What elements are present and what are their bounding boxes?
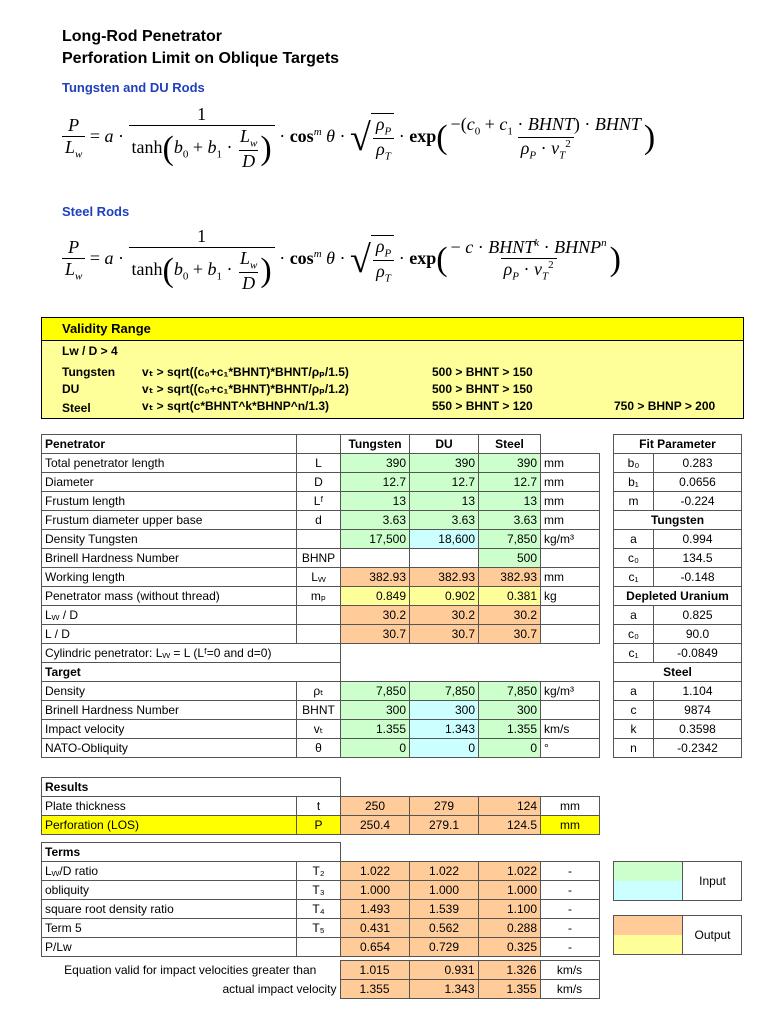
spacer <box>341 644 600 663</box>
row-label: Term 5 <box>42 919 297 938</box>
value-steel: 1.326 <box>478 961 540 980</box>
validity-range-steel: 550 > BHNT > 120 <box>432 399 533 413</box>
row-label: obliquity <box>42 881 297 900</box>
penetrator-header: Penetrator <box>42 435 297 454</box>
row-symbol <box>297 625 341 644</box>
row-unit: - <box>541 900 600 919</box>
row-label: square root density ratio <box>42 900 297 919</box>
terms-header-row <box>42 843 600 862</box>
row-label: Brinell Hardness Number <box>42 701 297 720</box>
value-du: 1.539 <box>410 900 479 919</box>
velocity-label: actual impact velocity <box>222 982 337 996</box>
fit-row <box>614 606 742 625</box>
fit-row <box>614 720 742 739</box>
fit-parameter-header: Fit Parameter <box>614 435 742 454</box>
value-steel: 382.93 <box>479 568 541 587</box>
validity-range-tungsten: 500 > BHNT > 150 <box>432 365 533 379</box>
row-unit: mm <box>541 816 600 835</box>
velocity-check-table <box>41 960 600 999</box>
table-row <box>42 454 600 473</box>
row-label: Density <box>42 682 297 701</box>
row-symbol: d <box>297 511 341 530</box>
fit-row <box>614 644 742 663</box>
row-label: P/Lw <box>42 938 297 957</box>
penetrator-table <box>41 434 600 758</box>
table-row <box>42 720 600 739</box>
value-tungsten: 0.849 <box>341 587 410 606</box>
table-row <box>42 492 600 511</box>
table-row <box>42 625 600 644</box>
row-unit: mm <box>541 568 600 587</box>
row-symbol <box>297 530 341 549</box>
row-symbol: θ <box>297 739 341 758</box>
fit-header-row <box>614 511 742 530</box>
row-label: Lᵥᵥ / D <box>42 606 297 625</box>
row-symbol: T₃ <box>297 881 341 900</box>
value-du[interactable]: 390 <box>410 454 479 473</box>
fit-param-value: -0.224 <box>654 492 742 511</box>
row-label: Perforation (LOS) <box>42 816 297 835</box>
value-du[interactable]: 7,850 <box>410 682 479 701</box>
value-steel[interactable]: 7,850 <box>479 682 541 701</box>
value-tungsten[interactable]: 17,500 <box>341 530 410 549</box>
validity-formula-du: vₜ > sqrt((c₀+c₁*BHNT)*BHNT/ρₚ/1.2) <box>142 382 349 396</box>
row-symbol: L <box>297 454 341 473</box>
value-steel: 30.7 <box>479 625 541 644</box>
value-tungsten[interactable]: 7,850 <box>341 682 410 701</box>
row-unit: km/s <box>540 961 599 980</box>
fit-row <box>614 568 742 587</box>
value-steel[interactable]: 7,850 <box>479 530 541 549</box>
fit-param-value: 9874 <box>654 701 742 720</box>
row-label: Lᵥᵥ/D ratio <box>42 862 297 881</box>
fit-param-name: c <box>614 701 654 720</box>
value-du[interactable]: 18,600 <box>410 530 479 549</box>
fit-tungsten-header: Tungsten <box>614 511 742 530</box>
fit-param-name: k <box>614 720 654 739</box>
value-steel: 0.288 <box>479 919 541 938</box>
value-du: 279.1 <box>410 816 479 835</box>
row-symbol: T₅ <box>297 919 341 938</box>
row-label: Total penetrator length <box>42 454 297 473</box>
value-du: 1.343 <box>409 980 478 999</box>
fit-param-name: m <box>614 492 654 511</box>
col-tungsten: Tungsten <box>341 435 410 454</box>
table-row <box>42 938 600 957</box>
row-unit: - <box>541 881 600 900</box>
value-tungsten[interactable]: 13 <box>341 492 410 511</box>
fit-param-value: 90.0 <box>654 625 742 644</box>
row-symbol: BHNT <box>297 701 341 720</box>
value-steel[interactable]: 500 <box>479 549 541 568</box>
row-label: Diameter <box>42 473 297 492</box>
table-row <box>42 701 600 720</box>
value-du[interactable]: 1.343 <box>410 720 479 739</box>
row-unit: km/s <box>540 980 599 999</box>
row-unit: mm <box>541 492 600 511</box>
value-steel[interactable]: 300 <box>479 701 541 720</box>
validity-mat-steel: Steel <box>62 401 91 415</box>
fit-row <box>614 625 742 644</box>
fit-param-name: c₁ <box>614 644 654 663</box>
fit-row <box>614 492 742 511</box>
row-symbol <box>297 938 341 957</box>
row-symbol: ρₜ <box>297 682 341 701</box>
row-label: NATO-Obliquity <box>42 739 297 758</box>
fit-param-name: a <box>614 606 654 625</box>
value-steel[interactable]: 1.355 <box>479 720 541 739</box>
fit-param-name: c₁ <box>614 568 654 587</box>
value-steel: 0.381 <box>479 587 541 606</box>
validity-condition: Lw / D > 4 <box>62 344 118 358</box>
value-steel[interactable]: 3.63 <box>479 511 541 530</box>
table-row <box>41 961 599 980</box>
validity-range-du: 500 > BHNT > 150 <box>432 382 533 396</box>
row-unit <box>541 606 600 625</box>
value-steel: 1.100 <box>479 900 541 919</box>
row-symbol: Lᶠ <box>297 492 341 511</box>
value-du: 30.7 <box>410 625 479 644</box>
value-du: 0.729 <box>410 938 479 957</box>
target-header-row <box>42 663 600 682</box>
value-du: 30.2 <box>410 606 479 625</box>
row-unit: - <box>541 919 600 938</box>
value-tungsten[interactable]: 0 <box>341 739 410 758</box>
fit-row <box>614 682 742 701</box>
fit-param-name: a <box>614 682 654 701</box>
section-tungsten-du: Tungsten and DU Rods <box>62 80 205 95</box>
value-du[interactable]: 13 <box>410 492 479 511</box>
row-unit: kg/m³ <box>541 530 600 549</box>
fit-param-value: -0.2342 <box>654 739 742 758</box>
value-steel: 124 <box>479 797 541 816</box>
validity-formula-tungsten: vₜ > sqrt((c₀+c₁*BHNT)*BHNT/ρₚ/1.5) <box>142 365 349 379</box>
value-tungsten: 1.493 <box>341 900 410 919</box>
value-tungsten: 30.7 <box>341 625 410 644</box>
table-row <box>42 568 600 587</box>
value-tungsten: 250 <box>341 797 410 816</box>
fit-param-value: 0.283 <box>654 454 742 473</box>
fit-du-header: Depleted Uranium <box>614 587 742 606</box>
value-du: 382.93 <box>410 568 479 587</box>
legend-input: Input <box>613 861 742 901</box>
terms-table <box>41 842 600 957</box>
table-row <box>42 587 600 606</box>
value-du[interactable]: 0 <box>410 739 479 758</box>
spacer <box>341 778 600 797</box>
value-steel[interactable]: 13 <box>479 492 541 511</box>
value-steel: 1.000 <box>479 881 541 900</box>
row-unit: - <box>541 938 600 957</box>
value-du: 279 <box>410 797 479 816</box>
validity-formula-steel: vₜ > sqrt(c*BHNT^k*BHNP^n/1.3) <box>142 399 330 413</box>
validity-range-box <box>41 317 744 419</box>
table-row <box>42 881 600 900</box>
row-symbol: t <box>297 797 341 816</box>
row-label: Frustum diameter upper base <box>42 511 297 530</box>
value-steel: 1.022 <box>479 862 541 881</box>
fit-header-row <box>614 435 742 454</box>
value-tungsten[interactable]: 3.63 <box>341 511 410 530</box>
row-label: Frustum length <box>42 492 297 511</box>
row-symbol: BHNP <box>297 549 341 568</box>
page-subtitle: Perforation Limit on Oblique Targets <box>62 50 340 67</box>
table-row <box>42 919 600 938</box>
row-symbol: P <box>297 816 341 835</box>
terms-header: Terms <box>42 843 341 862</box>
results-header: Results <box>42 778 341 797</box>
value-du: 0.562 <box>410 919 479 938</box>
value-tungsten: 1.022 <box>341 862 410 881</box>
row-unit <box>541 625 600 644</box>
row-label: Brinell Hardness Number <box>42 549 297 568</box>
value-tungsten <box>341 549 410 568</box>
value-steel[interactable]: 0 <box>479 739 541 758</box>
fit-param-name: b₀ <box>614 454 654 473</box>
table-row <box>42 682 600 701</box>
note-row <box>42 644 600 663</box>
value-tungsten: 1.015 <box>340 961 409 980</box>
row-unit: kg <box>541 587 600 606</box>
value-du[interactable]: 12.7 <box>410 473 479 492</box>
value-tungsten: 1.000 <box>341 881 410 900</box>
validity-header: Validity Range <box>42 318 743 341</box>
fit-param-name: b₁ <box>614 473 654 492</box>
table-row <box>42 511 600 530</box>
velocity-label: Equation valid for impact velocities greater than <box>64 963 317 977</box>
fit-param-value: 0.825 <box>654 606 742 625</box>
table-row <box>42 816 600 835</box>
table-row <box>42 862 600 881</box>
validity-range-steel-bhnp: 750 > BHNP > 200 <box>614 399 716 413</box>
value-du: 1.022 <box>410 862 479 881</box>
value-du: 0.931 <box>409 961 478 980</box>
table-row <box>42 606 600 625</box>
row-unit: - <box>541 862 600 881</box>
row-label: Plate thickness <box>42 797 297 816</box>
fit-header-row <box>614 663 742 682</box>
fit-steel-header: Steel <box>614 663 742 682</box>
row-unit: mm <box>541 454 600 473</box>
table-row <box>42 739 600 758</box>
table-row <box>42 797 600 816</box>
row-unit: mm <box>541 511 600 530</box>
value-tungsten[interactable]: 300 <box>341 701 410 720</box>
row-unit: mm <box>541 797 600 816</box>
row-label: Impact velocity <box>42 720 297 739</box>
table-row <box>42 549 600 568</box>
value-steel: 30.2 <box>479 606 541 625</box>
fit-row <box>614 454 742 473</box>
fit-param-name: c₀ <box>614 625 654 644</box>
fit-row <box>614 549 742 568</box>
row-unit <box>541 549 600 568</box>
row-label: Penetrator mass (without thread) <box>42 587 297 606</box>
fit-parameter-table <box>613 434 742 758</box>
value-tungsten: 250.4 <box>341 816 410 835</box>
fit-param-name: n <box>614 739 654 758</box>
fit-param-value: 0.994 <box>654 530 742 549</box>
fit-param-value: 0.3598 <box>654 720 742 739</box>
row-symbol: mₚ <box>297 587 341 606</box>
value-steel: 124.5 <box>479 816 541 835</box>
row-symbol: T₂ <box>297 862 341 881</box>
value-steel: 1.355 <box>478 980 540 999</box>
row-symbol: Lᵥᵥ <box>297 568 341 587</box>
value-du[interactable]: 3.63 <box>410 511 479 530</box>
cylindric-note: Cylindric penetrator: Lᵥᵥ = L (Lᶠ=0 and d=0) <box>42 644 341 663</box>
row-symbol <box>297 606 341 625</box>
table-row <box>42 900 600 919</box>
fit-param-name: a <box>614 530 654 549</box>
table-row <box>42 473 600 492</box>
formula-steel: $\frac{P}{L_w}$ = a · 1 $\tanh(b_0 + b_1$ · $\frac{L_w}{D}$ ) · $\cos^m \theta$ · √ $\frac{\rho_P}{\rho_T}$ · exp( $\frac{- c \cdot BHNT^k \cdot BHNP^n}{\rho_P \cdot v_T^2}$ ) <box>62 226 702 312</box>
fit-row <box>614 739 742 758</box>
value-tungsten: 0.654 <box>341 938 410 957</box>
target-header: Target <box>42 663 341 682</box>
row-symbol: D <box>297 473 341 492</box>
row-unit: mm <box>541 473 600 492</box>
fit-row <box>614 473 742 492</box>
row-unit <box>541 701 600 720</box>
table-row <box>41 980 599 999</box>
validity-mat-tungsten: Tungsten <box>62 365 116 379</box>
value-steel[interactable]: 12.7 <box>479 473 541 492</box>
value-du: 0.902 <box>410 587 479 606</box>
value-tungsten: 382.93 <box>341 568 410 587</box>
value-tungsten: 30.2 <box>341 606 410 625</box>
row-unit: kg/m³ <box>541 682 600 701</box>
value-du <box>410 549 479 568</box>
col-du: DU <box>410 435 479 454</box>
fit-header-row <box>614 587 742 606</box>
col-steel: Steel <box>479 435 541 454</box>
row-label: L / D <box>42 625 297 644</box>
row-unit: km/s <box>541 720 600 739</box>
fit-row <box>614 701 742 720</box>
value-tungsten: 1.355 <box>340 980 409 999</box>
fit-param-value: 1.104 <box>654 682 742 701</box>
fit-param-value: 134.5 <box>654 549 742 568</box>
results-header-row <box>42 778 600 797</box>
page-title: Long-Rod Penetrator <box>62 28 222 45</box>
table-row <box>42 530 600 549</box>
row-unit: ° <box>541 739 600 758</box>
validity-mat-du: DU <box>62 382 80 396</box>
value-tungsten[interactable]: 1.355 <box>341 720 410 739</box>
value-du[interactable]: 300 <box>410 701 479 720</box>
legend-output: Output <box>613 915 742 955</box>
value-steel: 0.325 <box>479 938 541 957</box>
fit-param-value: -0.148 <box>654 568 742 587</box>
value-tungsten: 0.431 <box>341 919 410 938</box>
row-label: Density Tungsten <box>42 530 297 549</box>
row-symbol: vₜ <box>297 720 341 739</box>
value-tungsten[interactable]: 12.7 <box>341 473 410 492</box>
section-steel: Steel Rods <box>62 204 130 219</box>
fit-param-name: c₀ <box>614 549 654 568</box>
fit-param-value: -0.0849 <box>654 644 742 663</box>
value-tungsten[interactable]: 390 <box>341 454 410 473</box>
results-table <box>41 777 600 835</box>
value-du: 1.000 <box>410 881 479 900</box>
fit-param-value: 0.0656 <box>654 473 742 492</box>
value-steel[interactable]: 390 <box>479 454 541 473</box>
fit-row <box>614 530 742 549</box>
spacer <box>341 663 600 682</box>
spacer <box>341 843 600 862</box>
formula-tungsten-du: $\frac{P}{L_w}$ = a · 1 $\tanh(b_0 + b_1$ · $\frac{L_w}{D}$ ) · $\cos^m \theta$ · √ $\frac{\rho_P}{\rho_T}$ · exp( $\frac{-(c_0 + c_1 \cdot BHNT) \cdot BHNT}{\rho_P \cdot v_T^2}$ ) <box>62 104 702 190</box>
row-symbol: T₄ <box>297 900 341 919</box>
row-label: Working length <box>42 568 297 587</box>
